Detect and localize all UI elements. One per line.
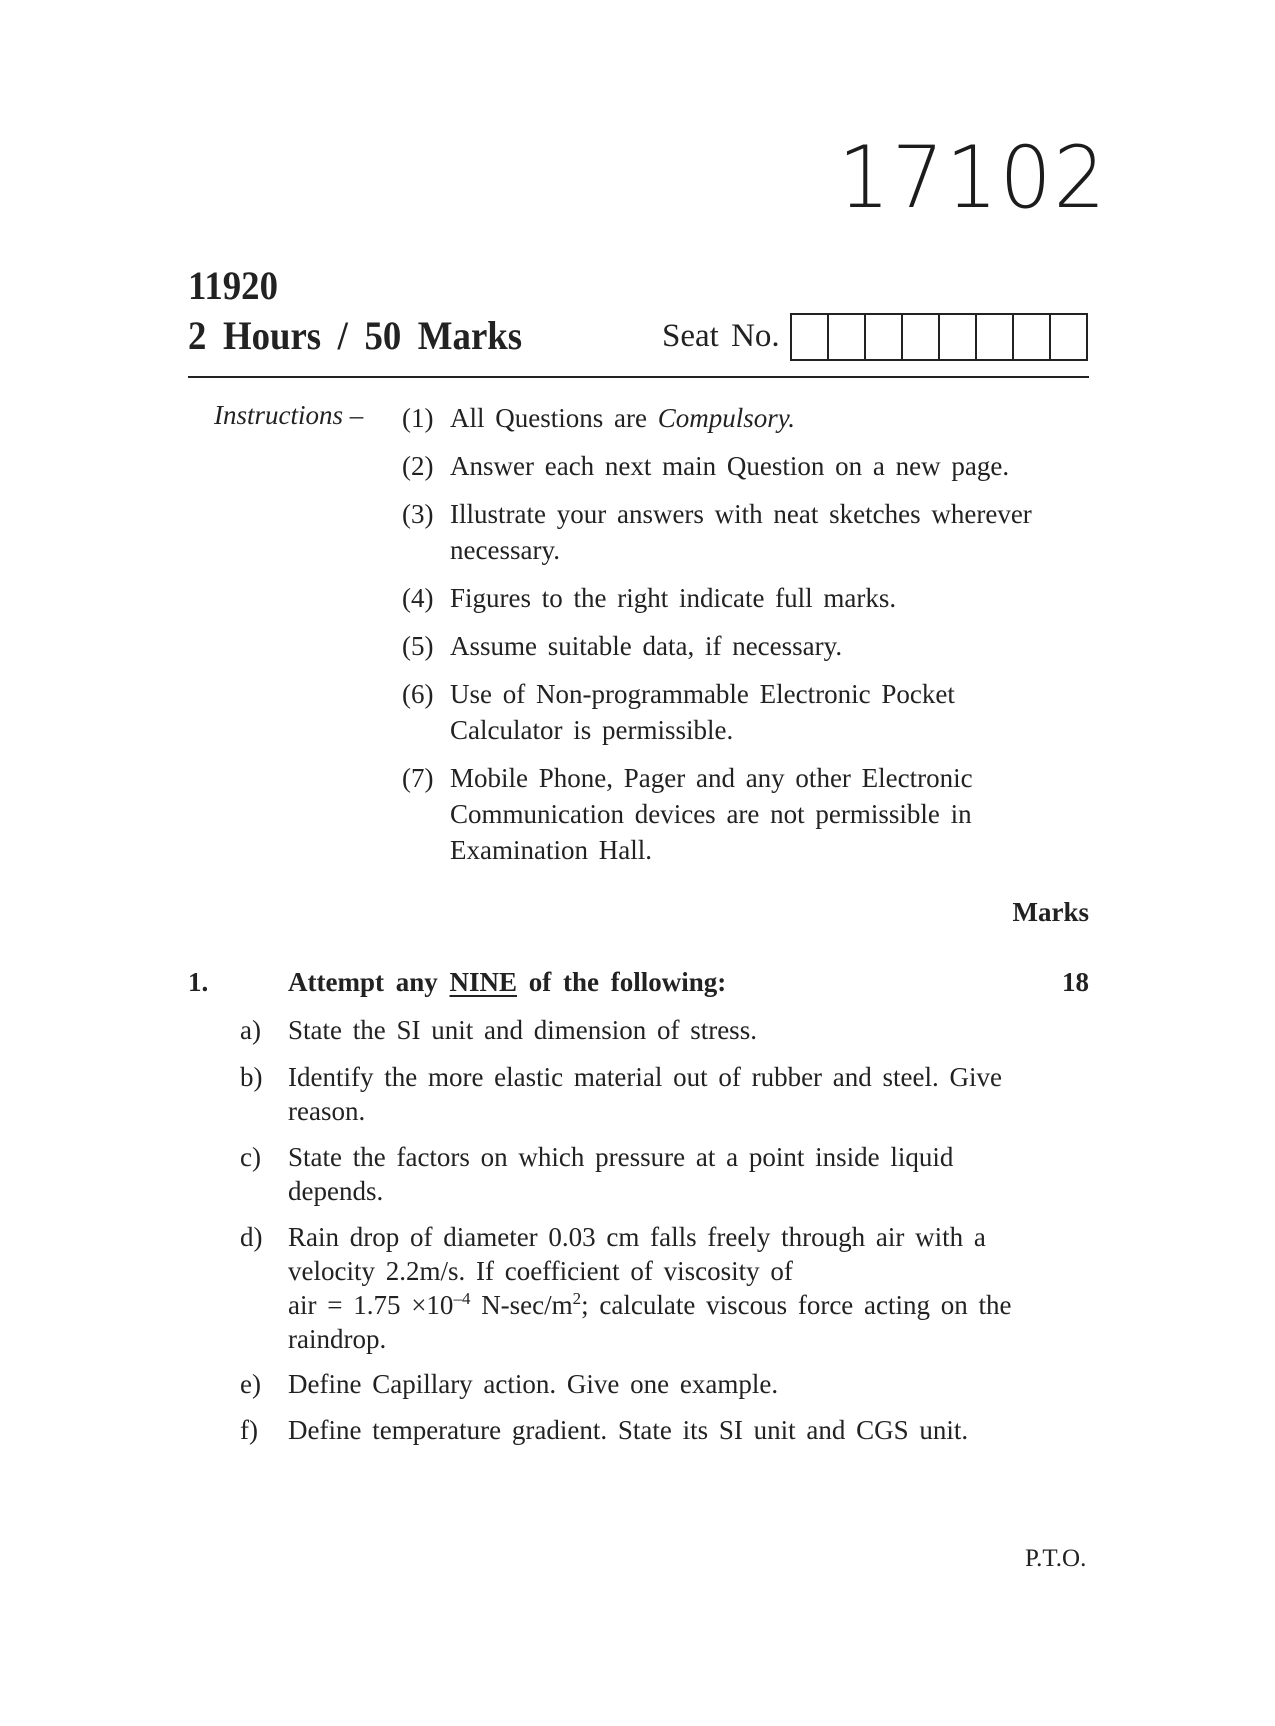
seat-number-label: Seat No. <box>662 318 780 354</box>
seat-box[interactable] <box>903 315 940 359</box>
seat-box[interactable] <box>940 315 977 359</box>
question-marks: 18 <box>1062 967 1089 997</box>
seat-box[interactable] <box>829 315 866 359</box>
sub-question: a) State the SI unit and dimension of stress. <box>240 1015 757 1045</box>
sub-question: b) Identify the more elastic material out of rubber and steel. Give reason. <box>240 1062 1002 1126</box>
sub-question: f) Define temperature gradient. State its SI unit and CGS unit. <box>240 1415 969 1445</box>
instruction-item: (6) Use of Non-programmable Electronic Pocket Calculator is permissible. <box>402 679 955 745</box>
seat-box[interactable] <box>1014 315 1051 359</box>
sub-question: c) State the factors on which pressure at a point inside liquid depends. <box>240 1142 954 1206</box>
instruction-item: (4) Figures to the right indicate full marks. <box>402 583 897 613</box>
header-divider <box>188 376 1089 378</box>
instruction-item: (5) Assume suitable data, if necessary. <box>402 631 843 661</box>
seat-box[interactable] <box>977 315 1014 359</box>
question-number: 1. <box>188 967 209 997</box>
paper-code: 17102 <box>838 128 1108 228</box>
seat-box[interactable] <box>1051 315 1086 359</box>
instruction-item: (7) Mobile Phone, Pager and any other Electronic Communication devices are not permissible in Examination Hall. <box>402 763 973 865</box>
seat-number-boxes[interactable] <box>790 313 1088 361</box>
seat-box[interactable] <box>792 315 829 359</box>
sub-question: d) Rain drop of diameter 0.03 cm falls freely through air with a velocity 2.2m/s. If coefficient of viscosity of air = $1.75 \times 10^{-4}$ $N-\sec/m^2$; calculate viscous force acting on the raindrop. <box>240 1222 1012 1354</box>
instructions-label: Instructions – <box>214 400 364 430</box>
question-title: Attempt any NINE of the following: <box>288 967 727 997</box>
instruction-item: (2) Answer each next main Question on a new page. <box>402 451 1010 481</box>
seat-box[interactable] <box>866 315 903 359</box>
instruction-item: (1) All Questions are Compulsory. <box>402 403 795 433</box>
please-turn-over: P.T.O. <box>1025 1545 1087 1572</box>
instruction-item: (3) Illustrate your answers with neat sketches wherever necessary. <box>402 499 1032 565</box>
marks-column-header: Marks <box>1012 897 1089 927</box>
sub-question: e) Define Capillary action. Give one example. <box>240 1369 779 1399</box>
duration-marks: 2 Hours / 50 Marks <box>188 313 523 358</box>
question-paper-code: 11920 <box>188 263 278 308</box>
